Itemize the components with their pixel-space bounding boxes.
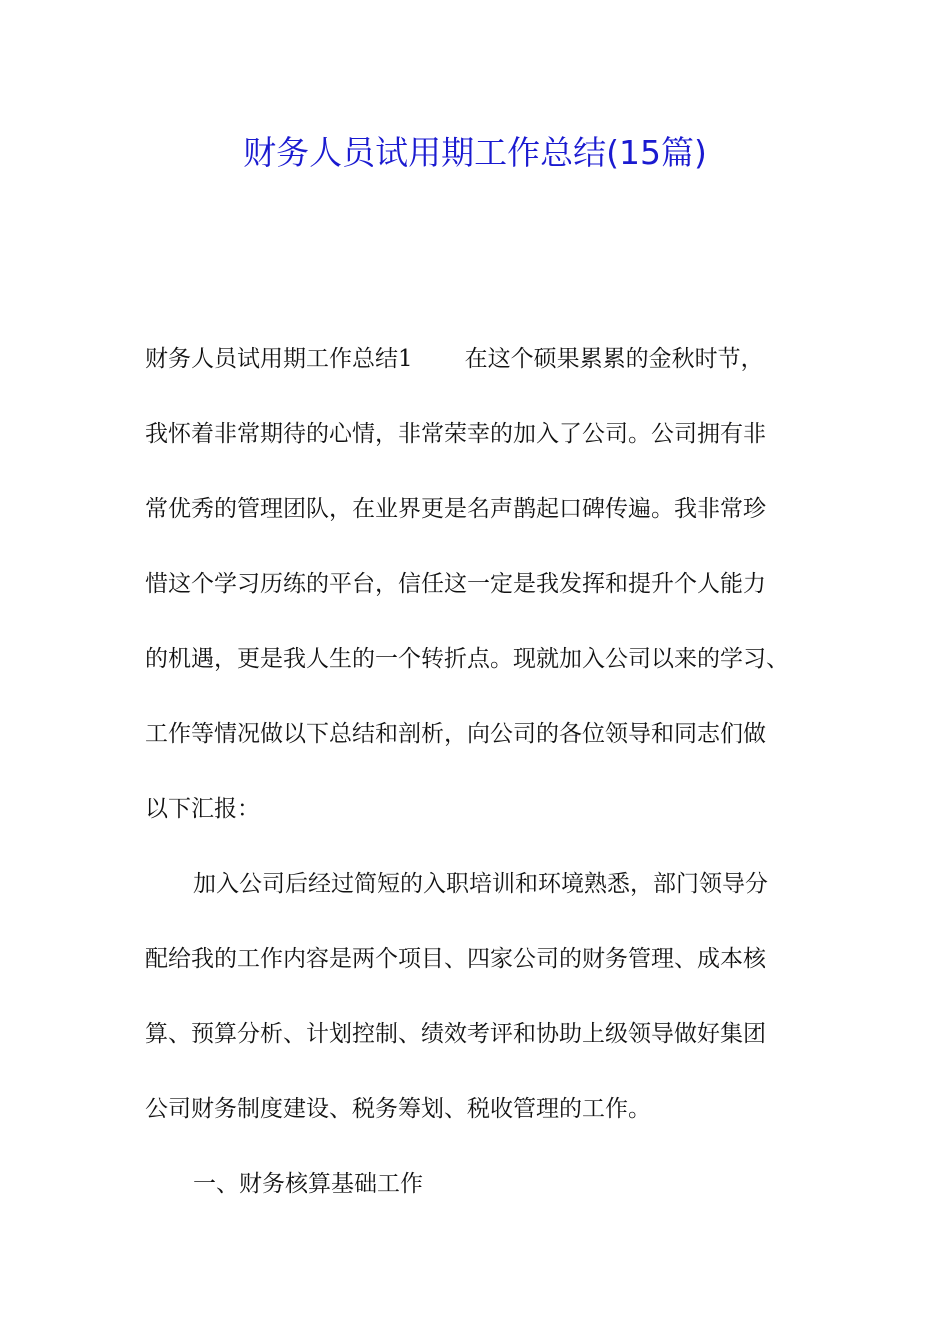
paragraph-line: 算、预算分析、计划控制、绩效考评和协助上级领导做好集团: [145, 1021, 766, 1047]
paragraph-line: 惜这个学习历练的平台，信任这一定是我发挥和提升个人能力: [145, 571, 766, 597]
paragraph-line: 工作等情况做以下总结和剖析，向公司的各位领导和同志们做: [145, 721, 766, 747]
paragraph-line: 加入公司后经过简短的入职培训和环境熟悉，部门领导分: [193, 871, 768, 897]
paragraph-line: 的机遇，更是我人生的一个转折点。现就加入公司以来的学习、: [145, 646, 789, 672]
paragraph-line: 我怀着非常期待的心情，非常荣幸的加入了公司。公司拥有非: [145, 421, 766, 447]
paragraph-line: 常优秀的管理团队，在业界更是名声鹊起口碑传遍。我非常珍: [145, 496, 766, 522]
document-body: [145, 334, 813, 1234]
paragraph-line: 以下汇报：: [145, 796, 260, 822]
paragraph-line: 配给我的工作内容是两个项目、四家公司的财务管理、成本核: [145, 946, 766, 972]
section-heading: 财务人员试用期工作总结1: [145, 346, 413, 372]
paragraph-line: [145, 334, 813, 409]
subsection-heading: 一、财务核算基础工作: [193, 1171, 423, 1197]
paragraph-line: 公司财务制度建设、税务筹划、税收管理的工作。: [145, 1096, 651, 1122]
paragraph-text: 在这个硕果累累的金秋时节，: [464, 346, 764, 372]
document-title: 财务人员试用期工作总结(15篇): [243, 133, 707, 172]
